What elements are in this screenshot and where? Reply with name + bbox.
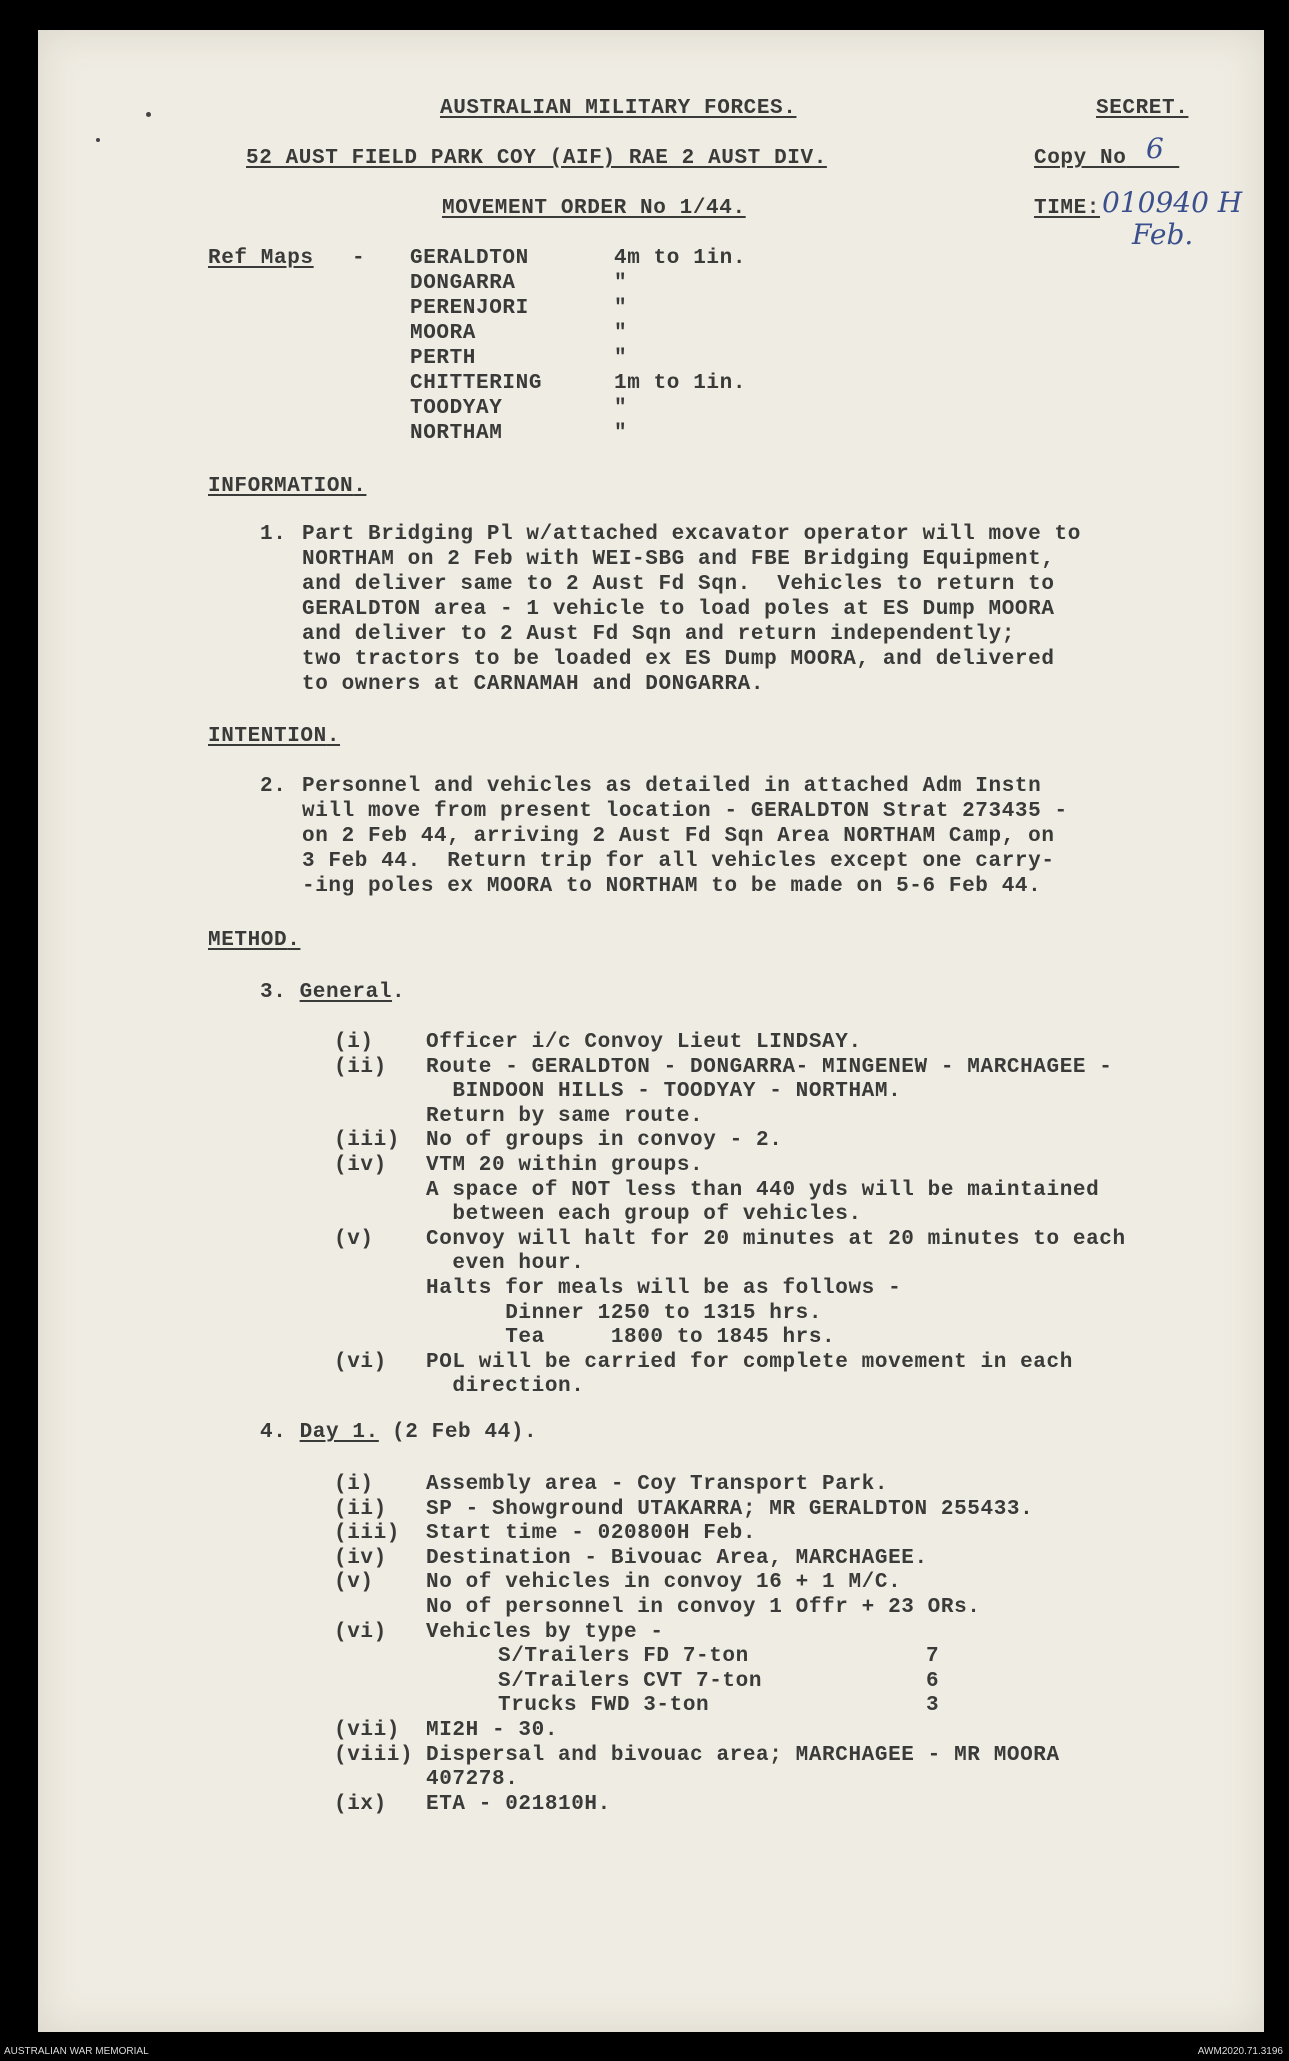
ref-map-scale: " bbox=[614, 297, 628, 320]
intention-heading: INTENTION. bbox=[208, 725, 341, 748]
para-3-heading: 3. General. bbox=[260, 981, 406, 1004]
ref-map-name: PERENJORI bbox=[410, 297, 529, 320]
item-number: (ii) bbox=[334, 1497, 387, 1521]
ref-map-scale: " bbox=[614, 422, 628, 445]
day1-line: Start time - 020800H Feb. bbox=[426, 1522, 757, 1546]
information-line: and deliver same to 2 Aust Fd Sqn. Vehicles to return to bbox=[302, 573, 1055, 596]
general-line: between each group of vehicles. bbox=[426, 1203, 862, 1227]
ref-map-name: PERTH bbox=[410, 347, 477, 370]
day1-line: MI2H - 30. bbox=[426, 1719, 559, 1742]
information-line: Part Bridging Pl w/attached excavator operator will move to bbox=[302, 523, 1081, 546]
item-number: (vi) bbox=[334, 1620, 387, 1644]
item-number: (vi) bbox=[334, 1350, 387, 1374]
intention-heading-text: INTENTION bbox=[208, 725, 327, 748]
intention-line: on 2 Feb 44, arriving 2 Aust Fd Sqn Area NORTHAM Camp, on bbox=[302, 825, 1055, 848]
document-title: AUSTRALIAN MILITARY FORCES. bbox=[440, 97, 797, 120]
para-2-number: 2. bbox=[260, 775, 287, 798]
vehicle-type: S/Trailers FD 7-ton bbox=[498, 1645, 749, 1669]
general-line: A space of NOT less than 440 yds will be maintained bbox=[426, 1178, 1100, 1202]
general-line: Dinner 1250 to 1315 hrs. bbox=[426, 1301, 823, 1325]
information-heading-text: INFORMATION bbox=[208, 475, 354, 498]
vehicle-count: 6 bbox=[926, 1669, 940, 1693]
time-handwritten: 010940 H bbox=[1102, 186, 1243, 219]
item-number: (ii) bbox=[334, 1055, 387, 1079]
ref-map-name: CHITTERING bbox=[410, 372, 543, 395]
general-line: VTM 20 within groups. bbox=[426, 1154, 704, 1177]
information-heading: INFORMATION. bbox=[208, 475, 367, 498]
general-line: Officer i/c Convoy Lieut LINDSAY. bbox=[426, 1031, 862, 1054]
information-line: and deliver to 2 Aust Fd Sqn and return independently; bbox=[302, 623, 1015, 646]
ref-maps-label: Ref Maps bbox=[208, 247, 314, 270]
intention-line: Personnel and vehicles as detailed in attached Adm Instn bbox=[302, 775, 1042, 798]
day1-date: (2 Feb 44). bbox=[392, 1421, 538, 1444]
day1-line: No of personnel in convoy 1 Offr + 23 ORs. bbox=[426, 1596, 981, 1619]
general-line: No of groups in convoy - 2. bbox=[426, 1129, 783, 1153]
day1-title: Day 1. bbox=[299, 1421, 379, 1444]
item-number: (vii) bbox=[334, 1719, 401, 1742]
day1-line: 407278. bbox=[426, 1768, 519, 1792]
ink-speck bbox=[96, 138, 100, 142]
day1-line: No of vehicles in convoy 16 + 1 M/C. bbox=[426, 1571, 902, 1595]
para-1-number: 1. bbox=[260, 523, 287, 546]
general-title: General bbox=[299, 981, 393, 1004]
general-line: direction. bbox=[426, 1375, 585, 1399]
information-line: to owners at CARNAMAH and DONGARRA. bbox=[302, 673, 765, 696]
general-line: POL will be carried for complete movement in each bbox=[426, 1350, 1073, 1374]
item-number: (i) bbox=[334, 1031, 374, 1054]
item-number: (v) bbox=[334, 1227, 374, 1251]
footer-left: AUSTRALIAN WAR MEMORIAL bbox=[4, 2046, 149, 2057]
day1-line: SP - Showground UTAKARRA; MR GERALDTON 255433. bbox=[426, 1497, 1034, 1521]
copy-number-handwritten: 6 bbox=[1146, 132, 1164, 165]
order-title: MOVEMENT ORDER No 1/44. bbox=[442, 197, 746, 220]
ink-speck bbox=[146, 112, 151, 117]
copy-label: Copy No bbox=[1034, 147, 1127, 170]
item-number: (v) bbox=[334, 1571, 374, 1595]
time-month-handwritten: Feb. bbox=[1132, 218, 1194, 251]
unit-title: 52 AUST FIELD PARK COY (AIF) RAE 2 AUST DIV. bbox=[246, 147, 827, 170]
general-line: Halts for meals will be as follows - bbox=[426, 1277, 902, 1300]
vehicle-count: 3 bbox=[926, 1694, 940, 1718]
day1-line: Dispersal and bivouac area; MARCHAGEE - MR MOORA bbox=[426, 1743, 1060, 1767]
ref-map-name: MOORA bbox=[410, 322, 477, 345]
item-number: (iv) bbox=[334, 1154, 387, 1177]
ref-maps-dash: - bbox=[352, 247, 366, 270]
day1-line: ETA - 021810H. bbox=[426, 1792, 611, 1816]
information-line: two tractors to be loaded ex ES Dump MOORA, and delivered bbox=[302, 648, 1055, 671]
general-line: Route - GERALDTON - DONGARRA- MINGENEW - MARCHAGEE - bbox=[426, 1055, 1113, 1079]
classification-label: SECRET. bbox=[1096, 97, 1189, 120]
day1-line: Assembly area - Coy Transport Park. bbox=[426, 1473, 889, 1496]
information-line: NORTHAM on 2 Feb with WEI-SBG and FBE Bridging Equipment, bbox=[302, 548, 1055, 571]
vehicle-type: S/Trailers CVT 7-ton bbox=[498, 1669, 763, 1693]
time-label: TIME: bbox=[1034, 197, 1101, 220]
method-heading-text: METHOD bbox=[208, 929, 288, 952]
general-line: Convoy will halt for 20 minutes at 20 minutes to each bbox=[426, 1227, 1126, 1251]
general-line: BINDOON HILLS - TOODYAY - NORTHAM. bbox=[426, 1080, 902, 1104]
para-4-number: 4. bbox=[260, 1421, 287, 1444]
general-line: even hour. bbox=[426, 1252, 585, 1276]
item-number: (iii) bbox=[334, 1129, 401, 1153]
ref-map-name: GERALDTON bbox=[410, 247, 529, 270]
item-number: (iii) bbox=[334, 1522, 401, 1546]
footer-right: AWM2020.71.3196 bbox=[1197, 2046, 1283, 2057]
ref-map-scale: " bbox=[614, 347, 628, 370]
method-heading: METHOD. bbox=[208, 929, 301, 952]
ref-map-scale: 4m to 1in. bbox=[614, 247, 747, 270]
vehicle-type: Trucks FWD 3-ton bbox=[498, 1694, 710, 1718]
intention-line: -ing poles ex MOORA to NORTHAM to be made on 5-6 Feb 44. bbox=[302, 875, 1042, 898]
intention-line: 3 Feb 44. Return trip for all vehicles except one carry- bbox=[302, 850, 1055, 873]
para-3-number: 3. bbox=[260, 981, 287, 1004]
ref-map-scale: " bbox=[614, 397, 628, 420]
intention-line: will move from present location - GERALDTON Strat 273435 - bbox=[302, 800, 1068, 823]
ref-map-scale: " bbox=[614, 322, 628, 345]
general-line: Tea 1800 to 1845 hrs. bbox=[426, 1326, 836, 1350]
general-line: Return by same route. bbox=[426, 1104, 704, 1128]
ref-map-name: TOODYAY bbox=[410, 397, 503, 420]
item-number: (ix) bbox=[334, 1792, 387, 1816]
item-number: (viii) bbox=[334, 1743, 414, 1767]
information-line: GERALDTON area - 1 vehicle to load poles at ES Dump MOORA bbox=[302, 598, 1055, 621]
day1-line: Vehicles by type - bbox=[426, 1620, 664, 1644]
document-page bbox=[38, 30, 1264, 2032]
vehicle-count: 7 bbox=[926, 1645, 940, 1669]
ref-map-scale: 1m to 1in. bbox=[614, 372, 747, 395]
item-number: (iv) bbox=[334, 1546, 387, 1570]
ref-map-name: DONGARRA bbox=[410, 272, 516, 295]
ref-map-scale: " bbox=[614, 272, 628, 295]
day1-line: Destination - Bivouac Area, MARCHAGEE. bbox=[426, 1546, 928, 1570]
para-4-heading bbox=[260, 1420, 537, 1445]
item-number: (i) bbox=[334, 1473, 374, 1496]
ref-map-name: NORTHAM bbox=[410, 422, 503, 445]
